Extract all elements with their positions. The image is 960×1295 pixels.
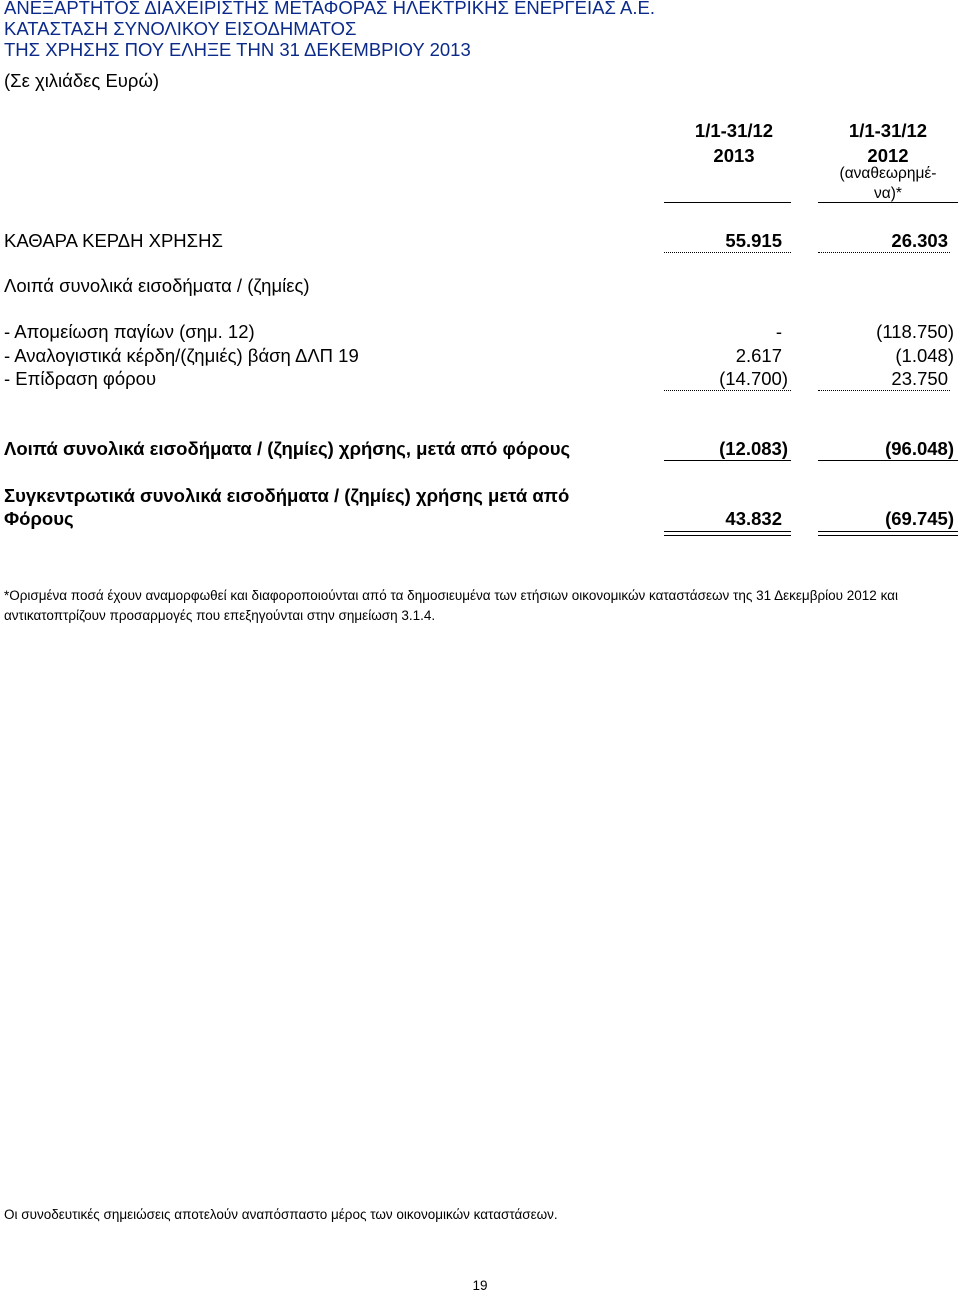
total-ci-2013: 43.832 (725, 508, 782, 529)
net-profit-2013: 55.915 (725, 230, 782, 251)
impairment-2013: - (775, 321, 782, 342)
oci-after-tax-2013: (12.083) (719, 438, 788, 459)
actuarial-label: - Αναλογιστικά κέρδη/(ζημιές) βάση ΔΛΠ 19 (4, 345, 359, 366)
total-ci-label: Συγκεντρωτικά συνολικά εισοδήματα / (ζημίες) χρήσης μετά από (4, 485, 570, 506)
oci-after-tax-label: Λοιπά συνολικά εισοδήματα / (ζημίες) χρήσης, μετά από φόρους (4, 438, 571, 459)
accompanying-notes-statement: Οι συνοδευτικές σημειώσεις αποτελούν αναπόσπαστο μέρος των οικονομικών καταστάσεων. (4, 1207, 558, 1222)
total-ci-2012: (69.745) (885, 508, 954, 529)
page-number: 19 (472, 1278, 488, 1293)
column-2012-restated-note: (αναθεωρημέ- (839, 165, 937, 182)
column-2013-year: 2013 (713, 145, 755, 166)
column-2013-period: 1/1-31/12 (694, 120, 774, 141)
company-name: ΑΝΕΞΑΡΤΗΤΟΣ ΔΙΑΧΕΙΡΙΣΤΗΣ ΜΕΤΑΦΟΡΑΣ ΗΛΕΚΤΡΙΚΗΣ ΕΝΕΡΓΕΙΑΣ Α.Ε. (4, 0, 655, 18)
net-profit-2012-rule (818, 252, 950, 253)
total-ci-label-cont: Φόρους (4, 508, 74, 529)
net-profit-2012: 26.303 (891, 230, 948, 251)
actuarial-2013: 2.617 (735, 345, 782, 366)
column-2012-restated-note-cont: να)* (874, 185, 902, 202)
column-2012-period: 1/1-31/12 (848, 120, 928, 141)
net-profit-2013-rule (664, 252, 791, 253)
tax-effect-2013: (14.700) (719, 368, 788, 389)
actuarial-2012: (1.048) (895, 345, 954, 366)
restatement-footnote: *Ορισμένα ποσά έχουν αναμορφωθεί και διαφοροποιούνται από τα δημοσιευμένα των ετήσιων οικονομικών καταστάσεων της 31 Δεκεμβρίου 2012 και αντικατοπτρίζουν προσαρμογές που επεξηγούνται στην σημείωση 3.1.4. (4, 588, 898, 623)
column-2012-header-rule (818, 202, 958, 203)
currency-note: (Σε χιλιάδες Ευρώ) (4, 70, 160, 91)
oci-heading: Λοιπά συνολικά εισοδήματα / (ζημίες) (4, 275, 310, 296)
tax-effect-label: - Επίδραση φόρου (4, 368, 157, 389)
oci-after-tax-2013-rule (664, 460, 791, 461)
column-2013-header-rule (664, 202, 791, 203)
total-ci-2013-double-rule (664, 531, 791, 536)
total-ci-2012-double-rule (818, 531, 958, 536)
impairment-2012: (118.750) (876, 321, 954, 342)
tax-effect-2012-rule (818, 390, 950, 391)
tax-effect-2013-rule (664, 390, 791, 391)
column-2012-year: 2012 (867, 145, 909, 166)
tax-effect-2012: 23.750 (891, 368, 948, 389)
oci-after-tax-2012: (96.048) (885, 438, 954, 459)
statement-period: ΤΗΣ ΧΡΗΣΗΣ ΠΟΥ ΕΛΗΞΕ ΤΗΝ 31 ΔΕΚΕΜΒΡΙΟΥ 2013 (4, 39, 471, 60)
oci-after-tax-2012-rule (818, 460, 958, 461)
impairment-label: - Απομείωση παγίων (σημ. 12) (4, 321, 255, 342)
net-profit-label: ΚΑΘΑΡΑ ΚΕΡΔΗ ΧΡΗΣΗΣ (4, 230, 223, 251)
statement-title: ΚΑΤΑΣΤΑΣΗ ΣΥΝΟΛΙΚΟΥ ΕΙΣΟΔΗΜΑΤΟΣ (4, 18, 357, 39)
